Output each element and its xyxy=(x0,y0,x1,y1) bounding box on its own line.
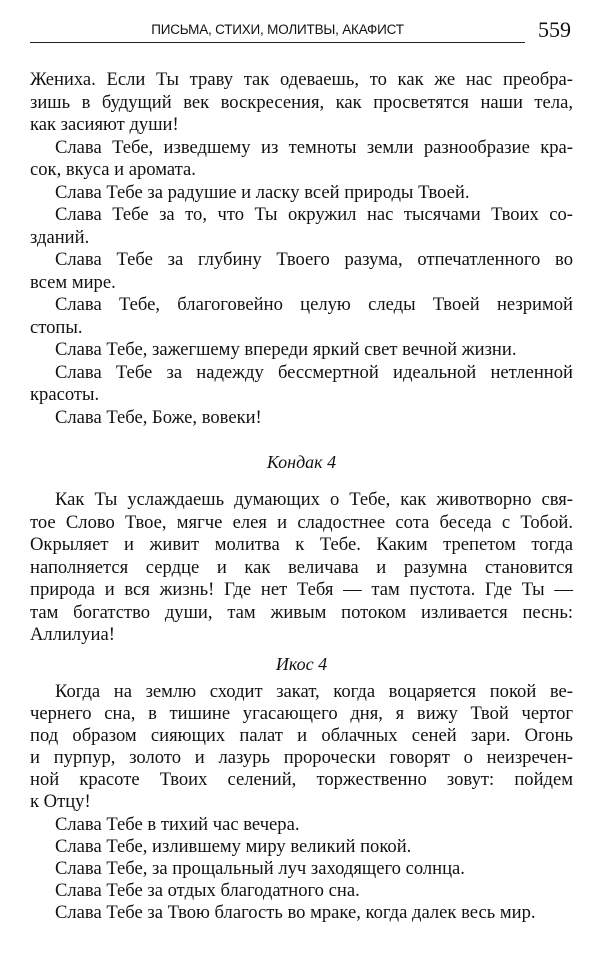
text-line: как засияют души! xyxy=(30,114,179,135)
text-line: там богатство души, там живым потоком изливается песнь: xyxy=(30,601,573,623)
text-line: Слава Тебе, за прощальный луч заходящего солнца. xyxy=(55,857,465,879)
text-line: стопы. xyxy=(30,316,83,338)
text-line: Слава Тебе за Твою благость во мраке, когда далек весь мир. xyxy=(55,901,536,923)
text-line: ной красоте Твоих селений, торжественно зовут: пойдем xyxy=(30,769,573,791)
text-line: Жениха. Если Ты траву так одеваешь, то как же нас преобра- xyxy=(30,69,573,90)
text-line: зишь в будущий век воскресения, как просветятся наши тела, xyxy=(30,91,573,113)
text-line: Когда на землю сходит закат, когда воцаряется покой ве- xyxy=(55,681,573,702)
text-line: Окрыляет и живит молитва к Тебе. Каким трепетом тогда xyxy=(30,534,573,555)
page-number: 559 xyxy=(538,17,571,42)
section-title-kondak: Кондак 4 xyxy=(266,452,337,472)
running-header: ПИСЬМА, СТИХИ, МОЛИТВЫ, АКАФИСТ xyxy=(151,22,404,37)
text-line: Аллилуиа! xyxy=(30,624,115,645)
text-line: всем мире. xyxy=(30,271,116,293)
text-line: Слава Тебе, изведшему из темноты земли разнообразие кра- xyxy=(55,136,573,158)
text-block-1 xyxy=(30,69,573,429)
text-line: Слава Тебе за глубину Твоего разума, отпечатленного во xyxy=(55,249,573,270)
text-line: Слава Тебе, зажегшему впереди яркий свет вечной жизни. xyxy=(55,339,517,360)
header-rule xyxy=(30,42,525,43)
text-line: красоты. xyxy=(30,384,100,405)
text-block-3 xyxy=(30,681,573,924)
text-line: сок, вкуса и аромата. xyxy=(30,159,196,180)
text-line: Слава Тебе за то, что Ты окружил нас тысячами Твоих со- xyxy=(55,204,573,225)
section-title-ikos: Икос 4 xyxy=(275,654,328,674)
text-line: Слава Тебе за радушие и ласку всей природы Твоей. xyxy=(55,181,470,203)
text-line: под образом сияющих палат и облачных сеней зари. Огонь xyxy=(30,725,573,747)
text-line: природа и вся жизнь! Где нет Тебя — там пустота. Где Ты — xyxy=(30,579,573,600)
text-line: тое Слово Твое, мягче елея и сладостнее сота беседа с Тобой. xyxy=(30,511,573,533)
text-line: чернего сна, в тишине угасающего дня, я вижу Твой чертог xyxy=(30,703,573,725)
text-block-2 xyxy=(30,489,573,647)
text-line: Слава Тебе, излившему миру великий покой. xyxy=(55,835,412,857)
text-line: Слава Тебе за надежду бессмертной идеальной нетленной xyxy=(55,361,573,383)
text-line: Как Ты услаждаешь думающих о Тебе, как животворно свя- xyxy=(55,489,573,510)
text-line: Слава Тебе за отдых благодатного сна. xyxy=(55,879,360,901)
text-line: к Отцу! xyxy=(30,791,91,813)
text-line: Слава Тебе в тихий час вечера. xyxy=(55,813,300,835)
text-line: наполняется сердце и как величава и разумна становится xyxy=(30,556,573,578)
text-line: зданий. xyxy=(30,226,90,248)
text-line: Слава Тебе, благоговейно целую следы Твоей незримой xyxy=(55,294,573,315)
text-line: и пурпур, золото и лазурь пророчески говорят о неизречен- xyxy=(30,747,573,769)
text-line: Слава Тебе, Боже, вовеки! xyxy=(55,406,262,428)
